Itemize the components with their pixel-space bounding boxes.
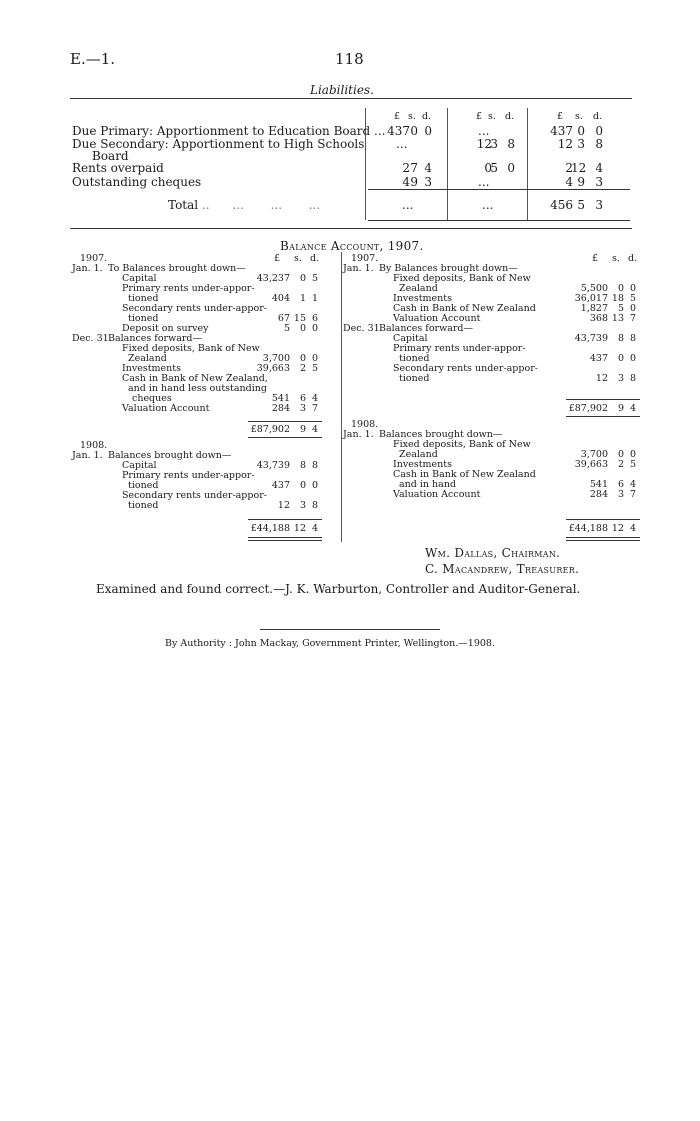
amount-pounds: 39,663 — [256, 363, 290, 374]
amount-pence: 4 — [311, 393, 318, 404]
amount-shillings: 5 — [617, 303, 624, 314]
amount-shillings: 15 — [293, 313, 306, 324]
entry-item: Fixed deposits, Bank of New — [122, 343, 260, 354]
amount-shillings: 0 — [617, 353, 624, 364]
amount-shillings: 9 — [299, 424, 306, 435]
liability-label: Due Secondary: Apportionment to High Schools — [72, 137, 365, 151]
amount-pence: 0 — [629, 353, 636, 364]
entry-group: Balances brought down— — [108, 450, 232, 461]
total-empty-1: ... — [402, 198, 414, 212]
entry-year: 1907. — [351, 253, 379, 264]
money-header: £ — [274, 253, 281, 264]
entry-item: Primary rents under-appor- — [122, 283, 255, 294]
amount-pounds: 39,663 — [574, 459, 608, 470]
money-header: £ — [592, 253, 599, 264]
liability-pounds: 12 — [476, 137, 492, 151]
printer-imprint: By Authority : John Mackay, Government Printer, Wellington.—1908. — [165, 638, 495, 649]
entry-date: Dec. 31. — [343, 323, 383, 334]
currency-header: s. — [408, 111, 416, 122]
amount-shillings: 0 — [299, 323, 306, 334]
entry-item-cont: cheques — [132, 393, 172, 404]
amount-pounds: 368 — [589, 313, 608, 324]
entry-item: Cash in Bank of New Zealand, — [122, 373, 268, 384]
entry-item-cont: Zealand — [399, 283, 438, 294]
amount-pounds: 404 — [271, 293, 290, 304]
amount-pence: 4 — [311, 424, 318, 435]
balance-account-title: Balance Account, 1907. — [280, 239, 424, 253]
amount-pence: 4 — [629, 479, 636, 490]
entry-item-cont: tioned — [128, 480, 159, 491]
amount-pounds: 3,700 — [262, 353, 290, 364]
amount-pence: 0 — [311, 323, 318, 334]
page-number: 118 — [335, 50, 364, 68]
entry-group: By Balances brought down— — [379, 263, 518, 274]
amount-shillings: 3 — [299, 500, 306, 511]
amount-pounds: 284 — [271, 403, 290, 414]
liability-pounds: 2 — [565, 161, 573, 175]
entry-item-cont: Zealand — [399, 449, 438, 460]
currency-header: s. — [575, 111, 583, 122]
entry-item: Capital — [122, 273, 157, 284]
audit-statement: Examined and found correct.—J. K. Warburton, Controller and Auditor-General. — [96, 582, 581, 596]
amount-pounds: £87,902 — [568, 403, 608, 414]
amount-shillings: 2 — [299, 363, 306, 374]
entry-item: Primary rents under-appor- — [393, 343, 526, 354]
entry-item: Secondary rents under-appor- — [122, 303, 267, 314]
amount-shillings: 18 — [611, 293, 624, 304]
currency-header: £ — [557, 111, 564, 122]
entry-item: Cash in Bank of New Zealand — [393, 303, 536, 314]
amount-shillings: 0 — [299, 273, 306, 284]
entry-year: 1907. — [80, 253, 108, 264]
total-empty-2: ... — [482, 198, 494, 212]
entry-group: Balances forward— — [379, 323, 473, 334]
amount-pounds: 43,739 — [574, 333, 608, 344]
amount-pence: 8 — [311, 460, 318, 471]
amount-pence: 5 — [629, 459, 636, 470]
liability-shillings: 7 — [410, 161, 418, 175]
amount-shillings: 3 — [617, 489, 624, 500]
entry-item: Secondary rents under-appor- — [393, 363, 538, 374]
amount-pence: 8 — [311, 500, 318, 511]
amount-pounds: 284 — [589, 489, 608, 500]
amount-shillings: 3 — [299, 403, 306, 414]
liability-total-shillings: 5 — [577, 198, 585, 212]
entry-item-cont: tioned — [128, 500, 159, 511]
amount-shillings: 9 — [617, 403, 624, 414]
amount-pence: 5 — [311, 273, 318, 284]
liability-total-pounds: 456 — [550, 198, 573, 212]
liability-pence: 4 — [595, 161, 603, 175]
money-header: d. — [628, 253, 638, 264]
liability-shillings: 3 — [490, 137, 498, 151]
amount-pounds: 1,827 — [580, 303, 608, 314]
entry-group: Balances brought down— — [379, 429, 503, 440]
currency-header: £ — [394, 111, 401, 122]
amount-shillings: 6 — [617, 479, 624, 490]
amount-pence: 0 — [311, 353, 318, 364]
liability-shillings: 3 — [577, 137, 585, 151]
amount-pence: 4 — [311, 523, 318, 534]
entry-group: Balances forward— — [108, 333, 202, 344]
liabilities-title: Liabilities. — [310, 83, 374, 97]
amount-pounds: 541 — [589, 479, 608, 490]
currency-header: s. — [488, 111, 496, 122]
entry-date: Jan. 1. — [343, 429, 374, 440]
amount-shillings: 0 — [617, 449, 624, 460]
entry-item: Valuation Account — [393, 489, 481, 500]
liability-shillings: 0 — [577, 124, 585, 138]
entry-item: Primary rents under-appor- — [122, 470, 255, 481]
entry-item-cont: tioned — [399, 353, 430, 364]
liability-pounds: 437 — [387, 124, 410, 138]
entry-item: Investments — [122, 363, 181, 374]
entry-item: Cash in Bank of New Zealand — [393, 469, 536, 480]
money-header: s. — [612, 253, 620, 264]
amount-shillings: 0 — [617, 283, 624, 294]
entry-date: Jan. 1. — [343, 263, 374, 274]
entry-item-cont: tioned — [128, 293, 159, 304]
amount-shillings: 3 — [617, 373, 624, 384]
currency-header: d. — [593, 111, 603, 122]
amount-pence: 6 — [311, 313, 318, 324]
amount-pounds: 541 — [271, 393, 290, 404]
amount-shillings: 1 — [299, 293, 306, 304]
liability-pounds: 0 — [484, 161, 492, 175]
entry-date: Dec. 31. — [72, 333, 112, 344]
entry-item: Secondary rents under-appor- — [122, 490, 267, 501]
liability-shillings: 0 — [410, 124, 418, 138]
amount-shillings: 12 — [611, 523, 624, 534]
amount-shillings: 13 — [611, 313, 624, 324]
amount-pence: 0 — [311, 480, 318, 491]
entry-date: Jan. 1. — [72, 450, 103, 461]
liability-pence: 3 — [424, 175, 432, 189]
entry-item: Deposit on survey — [122, 323, 209, 334]
amount-pounds: 437 — [271, 480, 290, 491]
entry-item-cont: Zealand — [128, 353, 167, 364]
amount-pounds: 67 — [277, 313, 290, 324]
amount-pounds: £87,902 — [250, 424, 290, 435]
currency-header: £ — [476, 111, 483, 122]
amount-shillings: 12 — [293, 523, 306, 534]
liability-pounds: 4 — [565, 175, 573, 189]
amount-pounds: 12 — [277, 500, 290, 511]
liability-shillings: 9 — [577, 175, 585, 189]
amount-shillings: 2 — [617, 459, 624, 470]
amount-pence: 7 — [629, 489, 636, 500]
entry-item-cont: and in hand less outstanding — [128, 383, 267, 394]
entry-year: 1908. — [351, 419, 379, 430]
amount-pence: 5 — [629, 293, 636, 304]
currency-header: d. — [422, 111, 432, 122]
entry-item: Fixed deposits, Bank of New — [393, 273, 531, 284]
amount-pence: 1 — [311, 293, 318, 304]
amount-pounds: 3,700 — [580, 449, 608, 460]
liability-pounds: 2 — [402, 161, 410, 175]
liability-label: Outstanding cheques — [72, 175, 202, 189]
entry-date: Jan. 1. — [72, 263, 103, 274]
entry-item-cont: and in hand — [399, 479, 457, 490]
amount-pounds: 36,017 — [574, 293, 608, 304]
liability-empty: ... — [478, 124, 490, 138]
liabilities-total-label: Total .. ... ... ... — [168, 198, 321, 212]
amount-pence: 0 — [629, 303, 636, 314]
amount-shillings: 8 — [299, 460, 306, 471]
entry-item-cont: tioned — [399, 373, 430, 384]
amount-shillings: 0 — [299, 480, 306, 491]
amount-pence: 8 — [629, 373, 636, 384]
liability-total-pence: 3 — [595, 198, 603, 212]
liability-pence: 8 — [595, 137, 603, 151]
liability-pounds: 12 — [557, 137, 573, 151]
amount-pounds: 43,237 — [256, 273, 290, 284]
amount-shillings: 6 — [299, 393, 306, 404]
amount-pounds: £44,188 — [250, 523, 290, 534]
liability-shillings: 5 — [490, 161, 498, 175]
amount-pence: 0 — [629, 283, 636, 294]
liability-pence: 3 — [595, 175, 603, 189]
entry-item-cont: tioned — [128, 313, 159, 324]
liability-empty: ... — [396, 137, 408, 151]
liability-label-cont: Board — [92, 149, 129, 163]
liability-shillings: 12 — [571, 161, 587, 175]
signature-chairman: Wm. Dallas, Chairman. — [425, 546, 561, 560]
entry-item: Investments — [393, 293, 452, 304]
liability-label: Rents overpaid — [72, 161, 164, 175]
amount-pence: 4 — [629, 403, 636, 414]
amount-pence: 4 — [629, 523, 636, 534]
liability-pounds: 4 — [402, 175, 410, 189]
liability-pence: 0 — [424, 124, 432, 138]
amount-pounds: 437 — [589, 353, 608, 364]
entry-item: Valuation Account — [122, 403, 210, 414]
money-header: d. — [310, 253, 320, 264]
amount-pounds: £44,188 — [568, 523, 608, 534]
liability-label: Due Primary: Apportionment to Education Board ... — [72, 124, 386, 138]
amount-pounds: 5,500 — [580, 283, 608, 294]
amount-shillings: 0 — [299, 353, 306, 364]
amount-shillings: 8 — [617, 333, 624, 344]
entry-item: Valuation Account — [393, 313, 481, 324]
signature-treasurer: C. Macandrew, Treasurer. — [425, 562, 580, 576]
liability-pence: 0 — [507, 161, 515, 175]
liability-pence: 4 — [424, 161, 432, 175]
amount-pence: 5 — [311, 363, 318, 374]
page-reference: E.—1. — [70, 50, 116, 68]
liability-empty: ... — [478, 175, 490, 189]
entry-group: To Balances brought down— — [108, 263, 246, 274]
liability-pounds: 437 — [550, 124, 573, 138]
liability-shillings: 9 — [410, 175, 418, 189]
entry-item: Investments — [393, 459, 452, 470]
entry-item: Capital — [393, 333, 428, 344]
liability-pence: 8 — [507, 137, 515, 151]
amount-pence: 0 — [629, 449, 636, 460]
amount-pounds: 12 — [595, 373, 608, 384]
money-header: s. — [294, 253, 302, 264]
amount-pence: 7 — [311, 403, 318, 414]
amount-pounds: 43,739 — [256, 460, 290, 471]
amount-pence: 8 — [629, 333, 636, 344]
amount-pounds: 5 — [283, 323, 290, 334]
liability-pence: 0 — [595, 124, 603, 138]
currency-header: d. — [505, 111, 515, 122]
entry-item: Fixed deposits, Bank of New — [393, 439, 531, 450]
entry-year: 1908. — [80, 440, 108, 451]
entry-item: Capital — [122, 460, 157, 471]
amount-pence: 7 — [629, 313, 636, 324]
